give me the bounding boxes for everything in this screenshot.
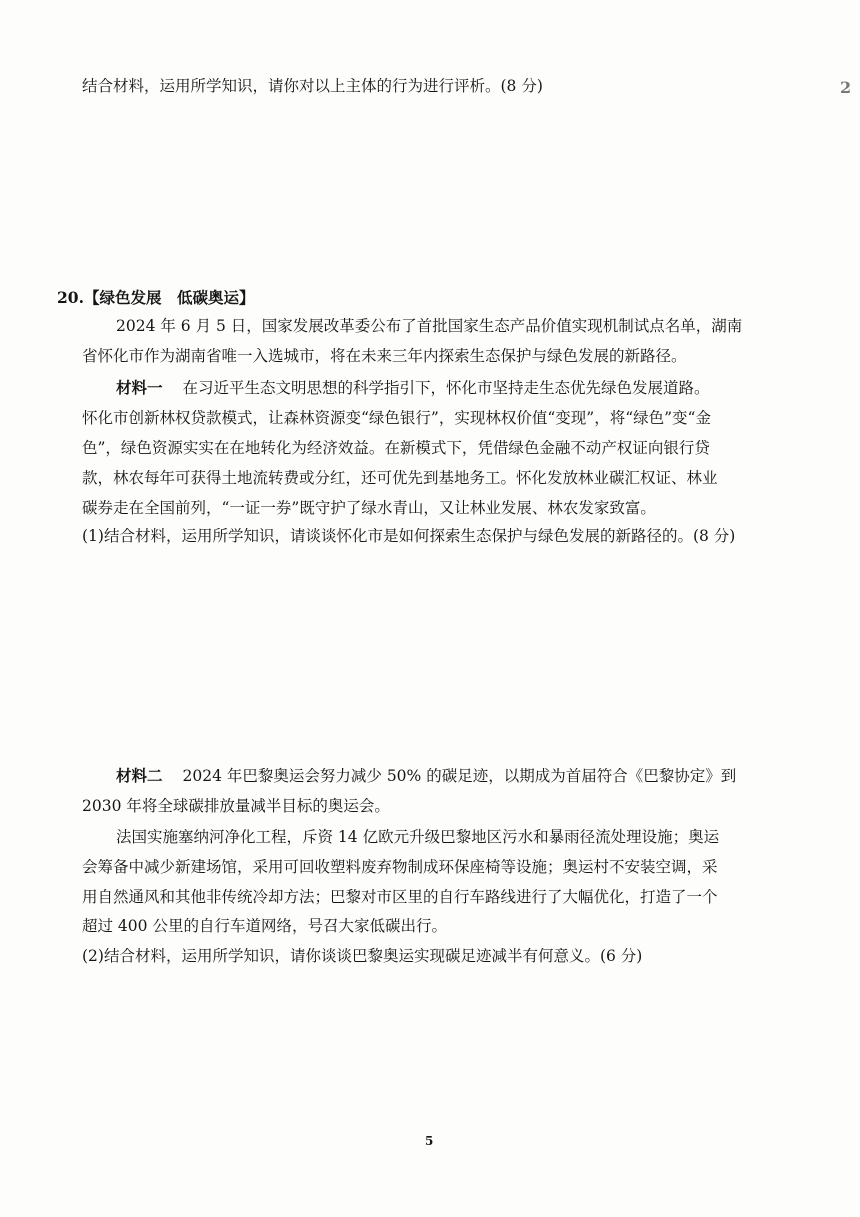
material2-label: 材料二 xyxy=(116,766,163,785)
material1-text: 在习近平生态文明思想的科学指引下，怀化市坚持走生态优先绿色发展道路。 xyxy=(182,379,710,397)
page-number: 5 xyxy=(425,1134,434,1148)
material1-line xyxy=(116,377,710,399)
material2-line: 用自然通风和其他非传统冷却方法；巴黎对市区里的自行车路线进行了大幅优化，打造了一个 xyxy=(82,888,718,906)
intro-line: 2024 年 6 月 5 日，国家发展改革委公布了首批国家生态产品价值实现机制试点名单，湖南 xyxy=(116,317,743,335)
material1-line: 款，林农每年可获得土地流转费或分红，还可优先到基地务工。怀化发放林业碳汇权证、林业 xyxy=(82,469,718,487)
material1-line: 怀化市创新林权贷款模式，让森林资源变“绿色银行”，实现林权价值“变现”，将“绿色”变“金 xyxy=(82,409,711,427)
material2-line: 2030 年将全球碳排放量减半目标的奥运会。 xyxy=(82,797,390,815)
material1-line: 色”，绿色资源实实在在地转化为经济效益。在新模式下，凭借绿色金融不动产权证向银行贷 xyxy=(82,439,710,457)
material2-line: 法国实施塞纳河净化工程，斥资 14 亿欧元升级巴黎地区污水和暴雨径流处理设施；奥运 xyxy=(116,828,720,846)
q19-question: 结合材料，运用所学知识，请你对以上主体的行为进行评析。(8 分) xyxy=(82,77,543,95)
material2-line: 超过 400 公里的自行车道网络，号召大家低碳出行。 xyxy=(82,917,447,935)
material2-text: 2024 年巴黎奥运会努力减少 50% 的碳足迹，以期成为首届符合《巴黎协定》到 xyxy=(182,767,737,785)
sub-question-1: (1)结合材料，运用所学知识，请谈谈怀化市是如何探索生态保护与绿色发展的新路径的。(8 分) xyxy=(82,527,736,545)
corner-page-mark: 2 xyxy=(840,78,852,97)
material1-line: 碳券走在全国前列，“一证一券”既守护了绿水青山，又让林业发展、林农发家致富。 xyxy=(82,499,656,517)
material1-label: 材料一 xyxy=(116,378,163,397)
material2-line: 会筹备中减少新建场馆，采用可回收塑料废弃物制成环保座椅等设施；奥运村不安装空调，采 xyxy=(82,858,718,876)
sub-question-2: (2)结合材料，运用所学知识，请你谈谈巴黎奥运实现碳足迹减半有何意义。(6 分) xyxy=(82,947,643,965)
material2-line xyxy=(116,765,736,787)
intro-line: 省怀化市作为湖南省唯一入选城市，将在未来三年内探索生态保护与绿色发展的新路径。 xyxy=(82,347,687,365)
q20-heading: 20.【绿色发展 低碳奥运】 xyxy=(57,288,255,307)
